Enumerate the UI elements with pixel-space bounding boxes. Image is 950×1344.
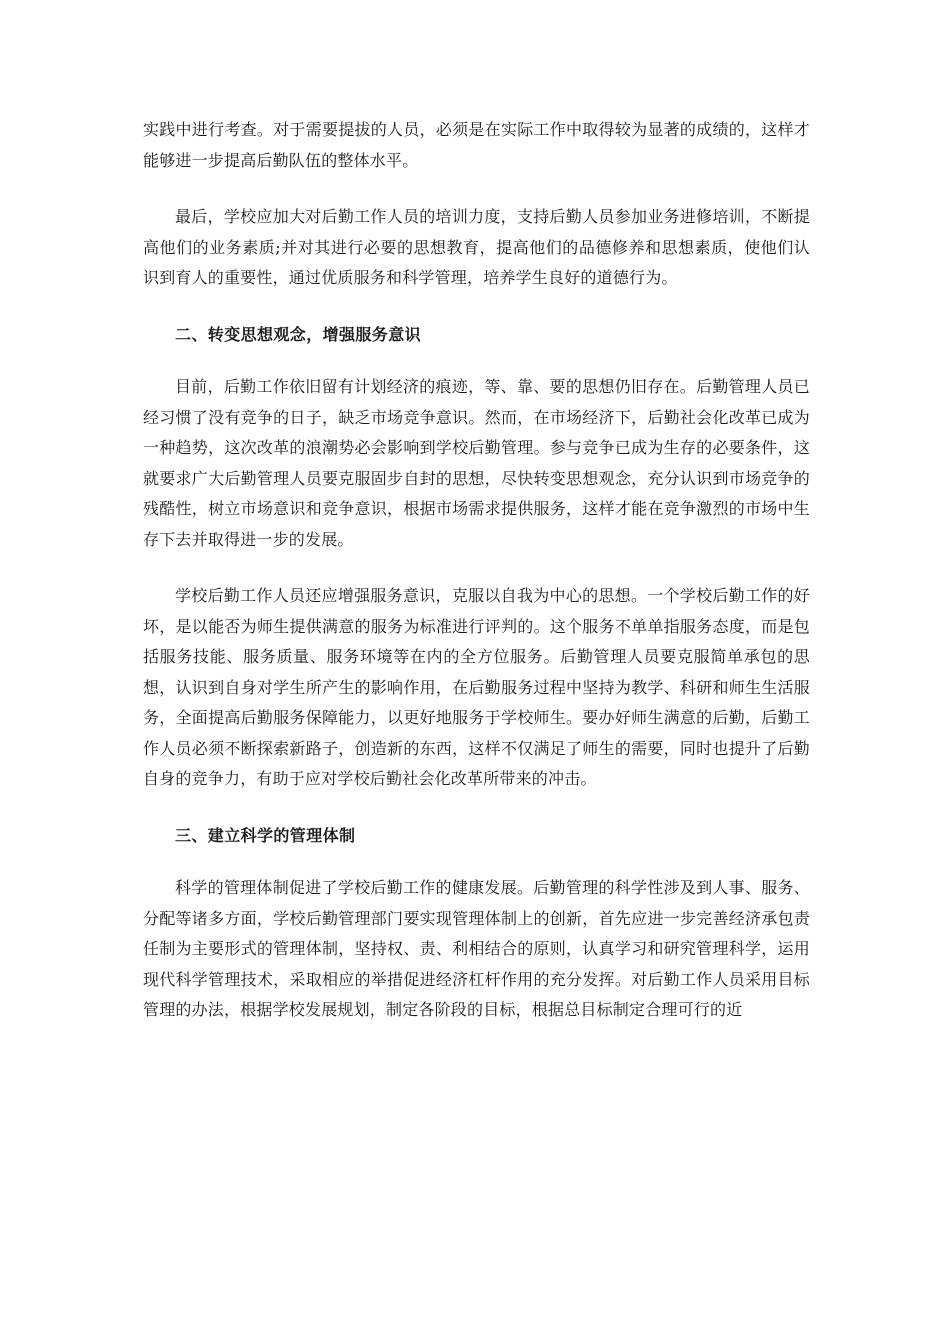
paragraph-spacer (143, 555, 810, 581)
paragraph-spacer (143, 795, 810, 821)
paragraph-service-awareness: 学校后勤工作人员还应增强服务意识，克服以自我为中心的思想。一个学校后勤工作的好坏，是以能否为师生提供满意的服务为标准进行评判的。这个服务不单单指服务态度，而是包括服务技能、服务质量、服务环境等在内的全方位服务。后勤管理人员要克服简单承包的思想，认识到自身对学生所产生的影响作用，在后勤服务过程中坚持为教学、科研和师生生活服务，全面提高后勤服务保障能力，以更好地服务于学校师生。要办好师生满意的后勤，后勤工作人员必须不断探索新路子，创造新的东西，这样不仅满足了师生的需要，同时也提升了后勤自身的竞争力，有助于应对学校后勤社会化改革所带来的冲击。 (143, 586, 810, 788)
section-heading-2: 二、转变思想观念，增强服务意识 (175, 324, 422, 344)
section-heading-3: 三、建立科学的管理体制 (175, 825, 356, 845)
paragraph-management-system: 科学的管理体制促进了学校后勤工作的健康发展。后勤管理的科学性涉及到人事、服务、分配等诸多方面，学校后勤管理部门要实现管理体制上的创新，首先应进一步完善经济承包责任制为主要形式的管理体制，坚持权、责、利相结合的原则，认真学习和研究管理科学，运用现代科学管理技术，采取相应的举措促进经济杠杆作用的充分发挥。对后勤工作人员采用目标管理的办法，根据学校发展规划，制定各阶段的目标，根据总目标制定合理可行的近 (143, 878, 810, 1019)
heading-spacer (143, 851, 810, 873)
heading-spacer (143, 350, 810, 372)
paragraph-training: 最后，学校应加大对后勤工作人员的培训力度，支持后勤人员参加业务进修培训，不断提高他们的业务素质;并对其进行必要的思想教育，提高他们的品德修养和思想素质，使他们认识到育人的重要性，通过优质服务和科学管理，培养学生良好的道德行为。 (143, 207, 810, 287)
document-page (143, 115, 810, 1026)
paragraph-spacer (143, 176, 810, 202)
paragraph-spacer (143, 294, 810, 320)
paragraph-market-competition: 目前，后勤工作依旧留有计划经济的痕迹，等、靠、要的思想仍旧存在。后勤管理人员已经习惯了没有竞争的日子，缺乏市场竞争意识。然而，在市场经济下，后勤社会化改革已成为一种趋势，这次改革的浪潮势必会影响到学校后勤管理。参与竞争已成为生存的必要条件，这就要求广大后勤管理人员要克服固步自封的思想，尽快转变思想观念，充分认识到市场竞争的残酷性，树立市场意识和竞争意识，根据市场需求提供服务，这样才能在竞争激烈的市场中生存下去并取得进一步的发展。 (143, 377, 810, 549)
paragraph-continuation: 实践中进行考查。对于需要提拔的人员，必须是在实际工作中取得较为显著的成绩的，这样才能够进一步提高后勤队伍的整体水平。 (143, 120, 810, 170)
